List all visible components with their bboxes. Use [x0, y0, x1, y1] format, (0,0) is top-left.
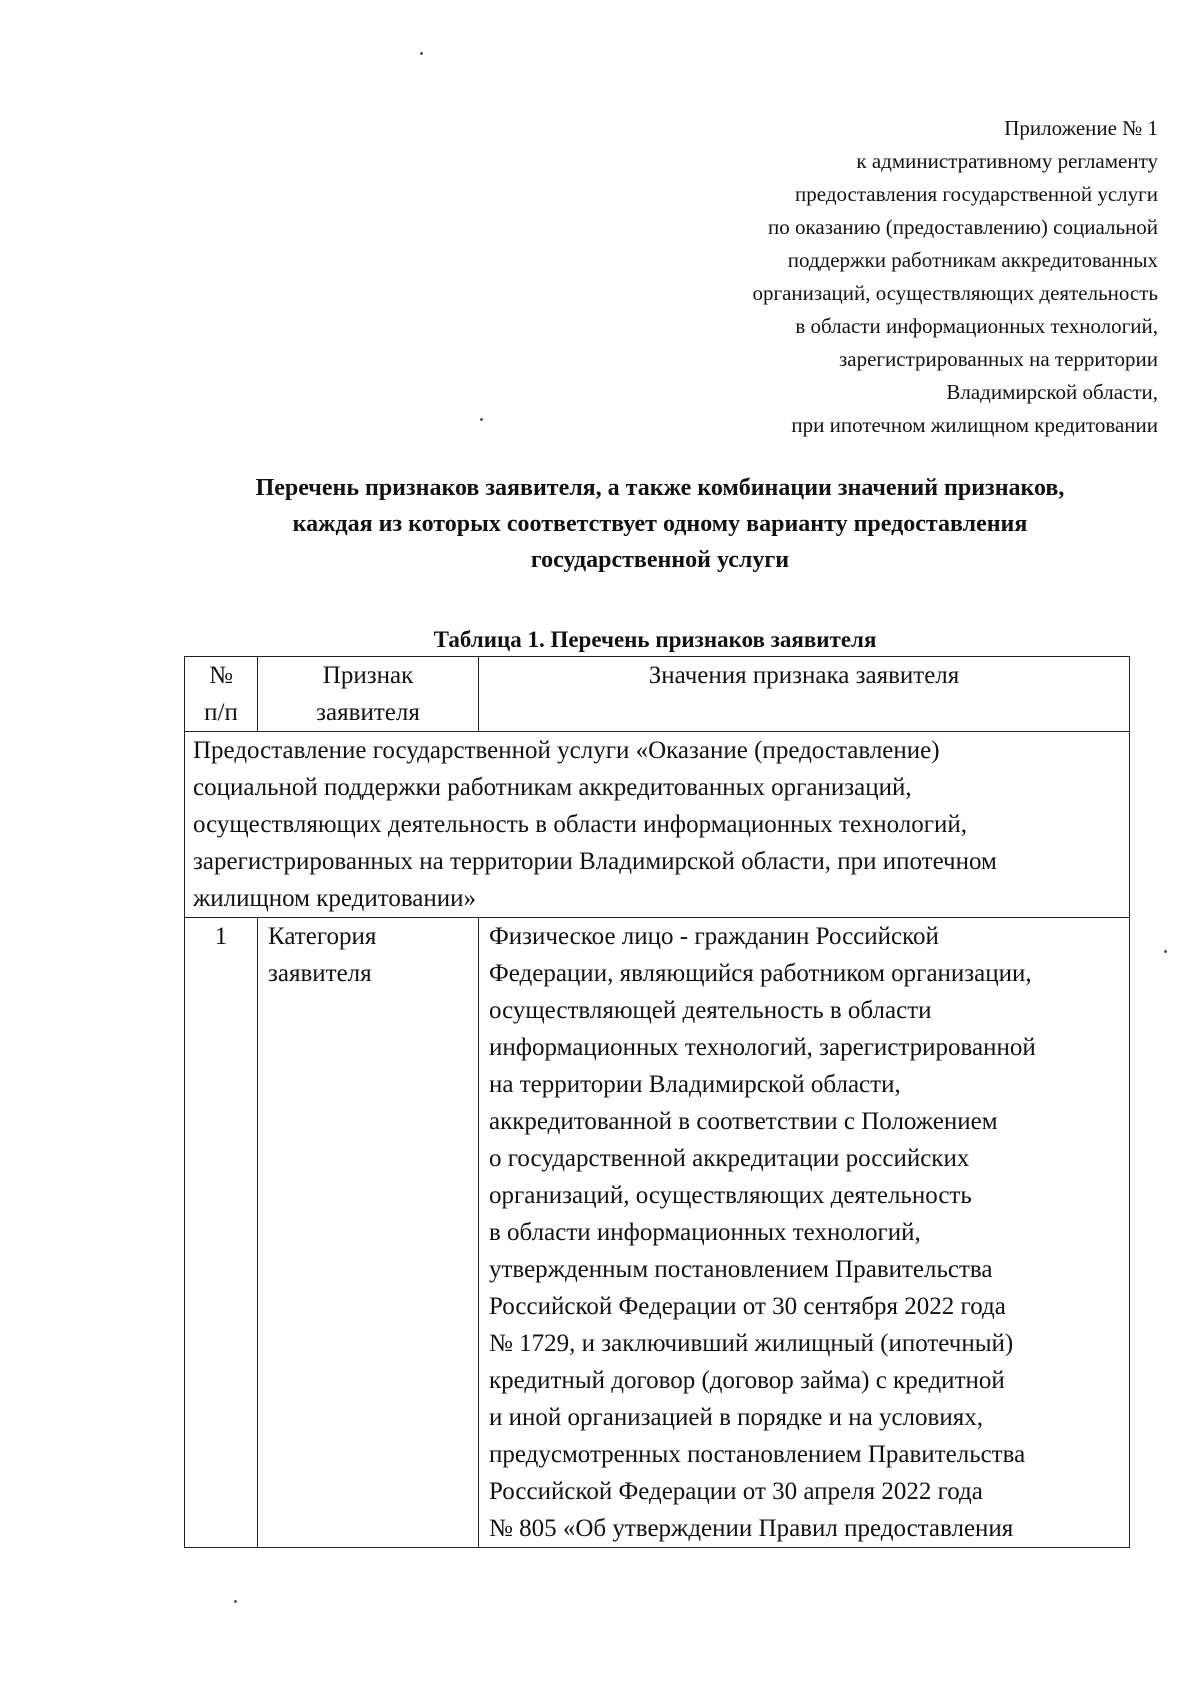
appendix-line: зарегистрированных на территории: [839, 347, 1158, 371]
heading-line: каждая из которых соответствует одному варианту предоставления: [292, 511, 1028, 537]
row-value-line: осуществляющей деятельность в области: [489, 997, 932, 1024]
row-value-line: предусмотренных постановлением Правительства: [489, 1441, 1026, 1468]
service-line: социальной поддержки работникам аккредитованных организаций,: [193, 774, 912, 801]
row-value-line: кредитный договор (договор займа) с кредитной: [489, 1367, 1005, 1394]
header-feature-line: Признак: [322, 662, 414, 689]
features-table: [184, 656, 1130, 1548]
row-feature-line: Категория: [268, 923, 377, 950]
header-feature: [258, 657, 479, 732]
row-value-line: Федерации, являющийся работником организации,: [489, 960, 1032, 987]
table-row: [185, 918, 1130, 1548]
appendix-line: в области информационных технологий,: [795, 314, 1158, 338]
row-value-line: № 805 «Об утверждении Правил предоставления: [489, 1515, 1014, 1542]
appendix-line: к административному регламенту: [856, 149, 1158, 173]
row-num: 1: [185, 918, 258, 1548]
appendix-line: Приложение № 1: [1004, 116, 1158, 140]
scan-speck: [1164, 950, 1167, 953]
document-heading: [0, 470, 1200, 578]
appendix-line: предоставления государственной услуги: [795, 182, 1158, 206]
row-values: [479, 918, 1130, 1548]
service-cell: [185, 732, 1130, 918]
scan-speck: [234, 1600, 237, 1603]
row-value-line: информационных технологий, зарегистрированной: [489, 1034, 1036, 1061]
scan-speck: [420, 52, 423, 55]
appendix-line: при ипотечном жилищном кредитовании: [791, 413, 1158, 437]
row-value-line: Физическое лицо - гражданин Российской: [489, 923, 939, 950]
header-num-line: п/п: [204, 699, 238, 726]
row-value-line: и иной организацией в порядке и на условиях,: [489, 1404, 983, 1431]
row-value-line: в области информационных технологий,: [489, 1219, 921, 1246]
appendix-line: поддержки работникам аккредитованных: [787, 248, 1158, 272]
header-feature-line: заявителя: [316, 699, 420, 726]
row-feature-line: заявителя: [268, 960, 372, 987]
service-row: [185, 732, 1130, 918]
header-num-line: №: [209, 662, 233, 689]
heading-line: государственной услуги: [530, 547, 790, 573]
header-num: [185, 657, 258, 732]
row-value-line: о государственной аккредитации российских: [489, 1145, 970, 1172]
scan-speck: [480, 418, 483, 421]
row-value-line: аккредитованной в соответствии с Положением: [489, 1108, 998, 1135]
row-value-line: организаций, осуществляющих деятельность: [489, 1182, 972, 1209]
appendix-line: Владимирской области,: [946, 380, 1158, 404]
service-line: жилищном кредитовании»: [193, 885, 477, 912]
appendix-line: по оказанию (предоставлению) социальной: [768, 215, 1158, 239]
row-feature: [258, 918, 479, 1548]
appendix-line: организаций, осуществляющих деятельность: [752, 281, 1158, 305]
row-value-line: Российской Федерации от 30 сентября 2022 года: [489, 1293, 1006, 1320]
row-value-line: на территории Владимирской области,: [489, 1071, 901, 1098]
service-line: осуществляющих деятельность в области информационных технологий,: [193, 811, 968, 838]
heading-line: Перечень признаков заявителя, а также комбинации значений признаков,: [255, 475, 1065, 501]
row-value-line: утвержденным постановлением Правительства: [489, 1256, 993, 1283]
row-value-line: Российской Федерации от 30 апреля 2022 года: [489, 1478, 983, 1505]
appendix-block: [752, 112, 1158, 442]
row-value-line: № 1729, и заключивший жилищный (ипотечный): [489, 1330, 1014, 1357]
service-line: Предоставление государственной услуги «Оказание (предоставление): [193, 737, 940, 764]
table-caption: Таблица 1. Перечень признаков заявителя: [433, 627, 877, 652]
service-line: зарегистрированных на территории Владимирской области, при ипотечном: [193, 848, 997, 875]
table-header-row: [185, 657, 1130, 732]
header-values: Значения признака заявителя: [479, 657, 1130, 732]
